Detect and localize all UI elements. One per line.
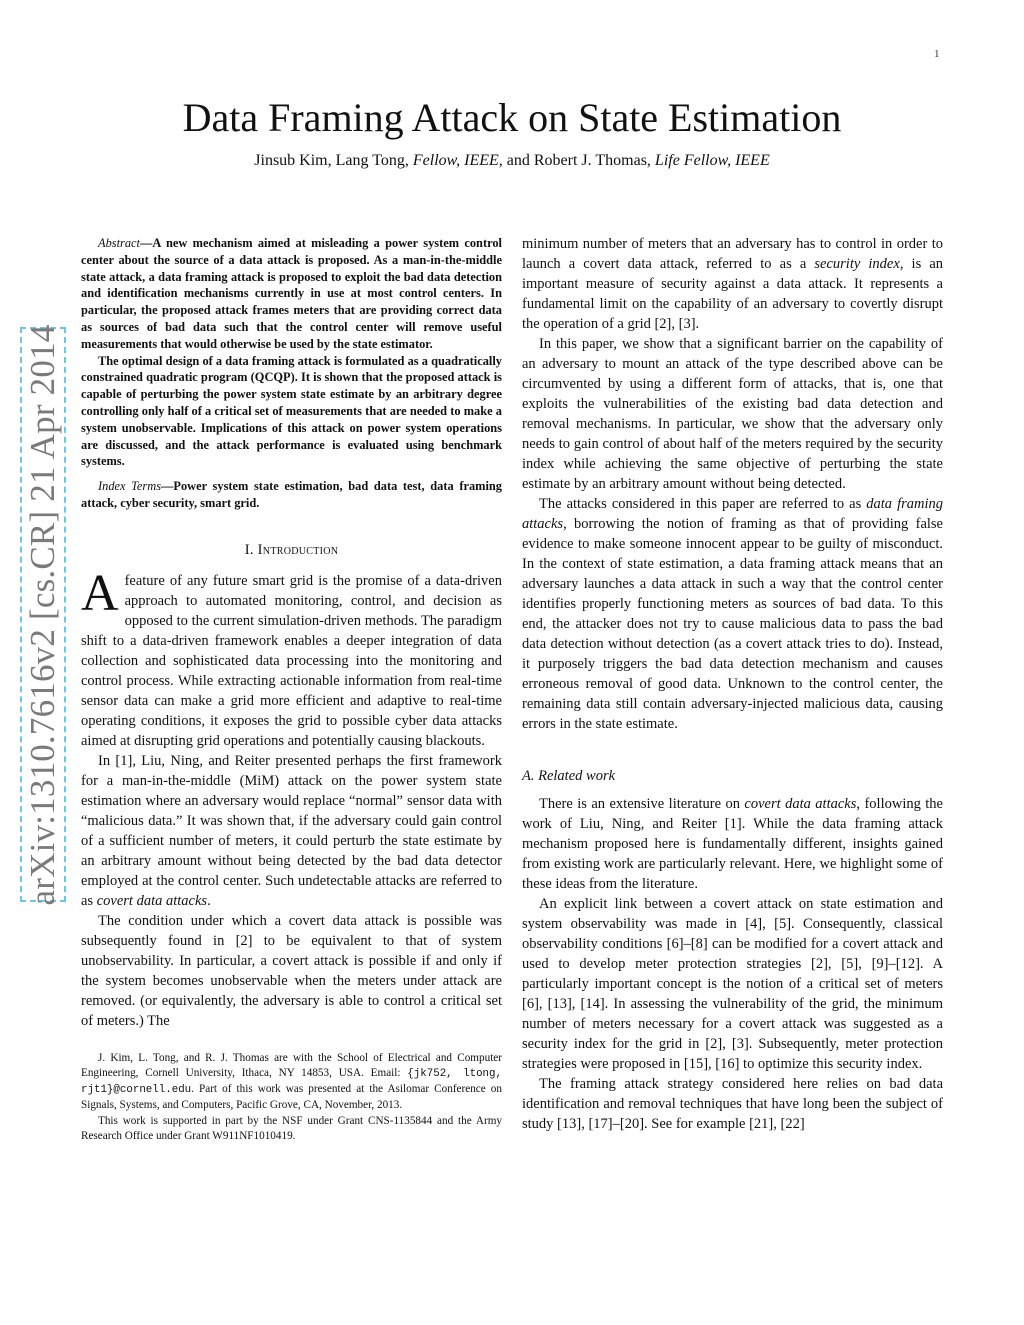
- author-separator: , and Robert J. Thomas,: [498, 152, 651, 169]
- footnote-affiliation-tail: . Part of this work was presented at the Asilomar Conference on Signals, Systems, and Computers, Pacific Grove, CA, November, 2013.: [81, 1083, 502, 1112]
- right-text-3b: , borrowing the notion of framing as that of providing false evidence to make someone innocent appear to be guilty of misconduct. In the context of state estimation, a data framing attack means that an adversary launches a data attack in such a way that the control center identifies properly functioning meters as sources of bad data. To this end, the attacker does not try to cause malicious data to pass the bad data detection without detection (as a covert attack tries to do). Instead, it purposely triggers the bad data detection mechanism and causes erroneous removal of good data. Unknown to the control center, the remaining data still contain adversary-injected malicious data, causing errors in the state estimate.: [522, 516, 943, 732]
- page-number: 1: [934, 48, 940, 60]
- footnote-funding: This work is supported in part by the NSF under Grant CNS-1135844 and the Army Research Office under Grant W911NF1010419.: [81, 1114, 502, 1142]
- footnote-affiliation: [81, 1051, 502, 1114]
- right-paragraph-4: [522, 794, 943, 894]
- abstract-paragraph-1: [81, 235, 502, 353]
- right-text-1a: minimum number of meters that an adversary has to control in order to launch a covert data attack, referred to as a: [522, 236, 943, 272]
- right-text-4a: There is an extensive literature on: [539, 796, 740, 812]
- intro-text-2: In [1], Liu, Ning, and Reiter presented perhaps the first framework for a man-in-the-middle (MiM) attack on the power system state estimation where an adversary would replace “normal” sensor data with “malicious data.” It was shown that, if the adversary could gain control of a sufficient number of meters, it could perturb the state estimate by an arbitrary amount without being detected by the bad data detector employed at the control center. Such undetectable attacks are referred to as: [81, 752, 502, 909]
- intro-paragraph-3: The condition under which a covert data attack is possible was subsequently found in [2] to be equivalent to that of system unobservability. In particular, a covert attack is possible if and only if the system becomes unobservable when the meters under attack are removed. (or equivalently, the adversary is able to control a critical set of meters.) The: [81, 912, 502, 1029]
- subsection-heading-related-work: A. Related work: [522, 768, 616, 784]
- right-column: [522, 234, 943, 1134]
- footnote-affiliation-text: J. Kim, L. Tong, and R. J. Thomas are with the School of Electrical and Computer Engineering, Cornell University, Ithaca, NY 14853, USA. Email:: [81, 1051, 502, 1079]
- term-data-framing-attacks: data framing attacks: [522, 496, 943, 532]
- right-text-1b: , is an important measure of security against a data attack. It represents a fundamental limit on the capability of an adversary to covertly disrupt the operation of a grid [2], [3].: [522, 256, 944, 332]
- abstract-text-1: —A new mechanism aimed at misleading a power system control center about the source of a data attack is proposed. As a man-in-the-middle state attack, a data framing attack is proposed to exploit the bad data detection and identification mechanisms currently in use at most control centers. In particular, the proposed attack frames meters that are providing correct data as sources of bad data such that the control center will remove useful measurements that would otherwise be used by the state estimator.: [81, 236, 502, 351]
- intro-text-1: feature of any future smart grid is the promise of a data-driven approach to automated monitoring, control, and decision as opposed to the current simulation-driven methods. The paradigm shift to a data-driven framework enables a deeper integration of data collection and sophisticated data processing into the monitoring and control process. While extracting actionable information from real-time sensor data can make a grid more efficient and adaptive to real-time operating conditions, it exposes the grid to possible cyber data attacks aimed at disrupting grid operations and potentially causing blackouts.: [81, 572, 502, 749]
- right-paragraph-1: [522, 234, 943, 334]
- drop-cap: A: [81, 564, 119, 622]
- abstract-label: Abstract: [98, 236, 140, 250]
- right-paragraph-5: An explicit link between a covert attack on state estimation and system observability was made in [4], [5]. Consequently, classical observability conditions [6]–[8] can be modified for a covert attack and used to develop meter protection strategies [2], [5], [9]–[12]. A particularly important concept is the notion of a critical set of meters [6], [13], [14]. In assessing the vulnerability of the grid, the minimum number of meters necessary for a covert attack was suggested as a security index for the grid in [2], [3]. Subsequently, meter protection strategies were proposed in [15], [16] to optimize this security index.: [522, 896, 943, 1072]
- author-role-fellow: Fellow, IEEE: [412, 152, 499, 169]
- term-covert-data-attacks: covert data attacks: [96, 892, 208, 909]
- footnotes: [81, 1051, 502, 1144]
- author-line: [0, 152, 1024, 170]
- paper-title: Data Framing Attack on State Estimation: [182, 95, 842, 140]
- footnote-email: {jk752, ltong, rjt1}@cornell.edu: [81, 1067, 502, 1097]
- right-paragraph-3: [522, 494, 943, 734]
- author-names: Jinsub Kim, Lang Tong,: [254, 152, 409, 169]
- abstract-paragraph-2: The optimal design of a data framing attack is formulated as a quadratically constrained quadratic program (QCQP). It is shown that the proposed attack is capable of perturbing the power system state estimate by an arbitrary degree controlling only half of a critical set of measurements that are needed to make a system unobservable. Implications of this attack on power system operations are discussed, and the attack performance is evaluated using benchmark systems.: [81, 353, 502, 469]
- right-text-3a: The attacks considered in this paper are referred to as: [539, 496, 862, 512]
- intro-paragraph-2: [81, 751, 502, 911]
- term-security-index: security index: [814, 256, 900, 272]
- right-text-4b: , following the work of Liu, Ning, and Reiter [1]. While the data framing attack mechanism proposed here is fundamentally different, insights gained from existing work are particularly relevant. Here, we highlight some of these ideas from the literature.: [522, 796, 943, 892]
- index-terms-text: —Power system state estimation, bad data test, data framing attack, cyber security, smart grid.: [81, 479, 502, 510]
- left-column: [81, 235, 502, 1144]
- term-covert-data-attacks-2: covert data attacks: [744, 796, 857, 812]
- arxiv-identifier: arXiv:1310.7616v2 [cs.CR] 21 Apr 2014: [23, 324, 62, 905]
- intro-text-2-end: .: [207, 892, 211, 909]
- right-paragraph-6: The framing attack strategy considered here relies on bad data identification and removal techniques that have long been the subject of study [13], [17]–[20]. See for example [21], [22]: [522, 1076, 943, 1132]
- author-role-life-fellow: Life Fellow, IEEE: [654, 152, 770, 169]
- right-paragraph-2: In this paper, we show that a significant barrier on the capability of an adversary to mount an attack of the type described above can be circumvented by using a different form of attacks, that is, one that exploits the vulnerabilities of the existing bad data detection and removal mechanisms. In particular, we show that the adversary only needs to gain control of about half of the meters required by the security index while achieving the same objective of perturbing the state estimate by an arbitrary amount without being detected.: [522, 336, 943, 492]
- index-terms: [81, 478, 502, 512]
- section-heading-introduction: I. Introduction: [244, 541, 339, 558]
- arxiv-stamp: [20, 324, 66, 905]
- intro-paragraph-1: [81, 564, 502, 751]
- index-terms-label: Index Terms: [98, 479, 162, 494]
